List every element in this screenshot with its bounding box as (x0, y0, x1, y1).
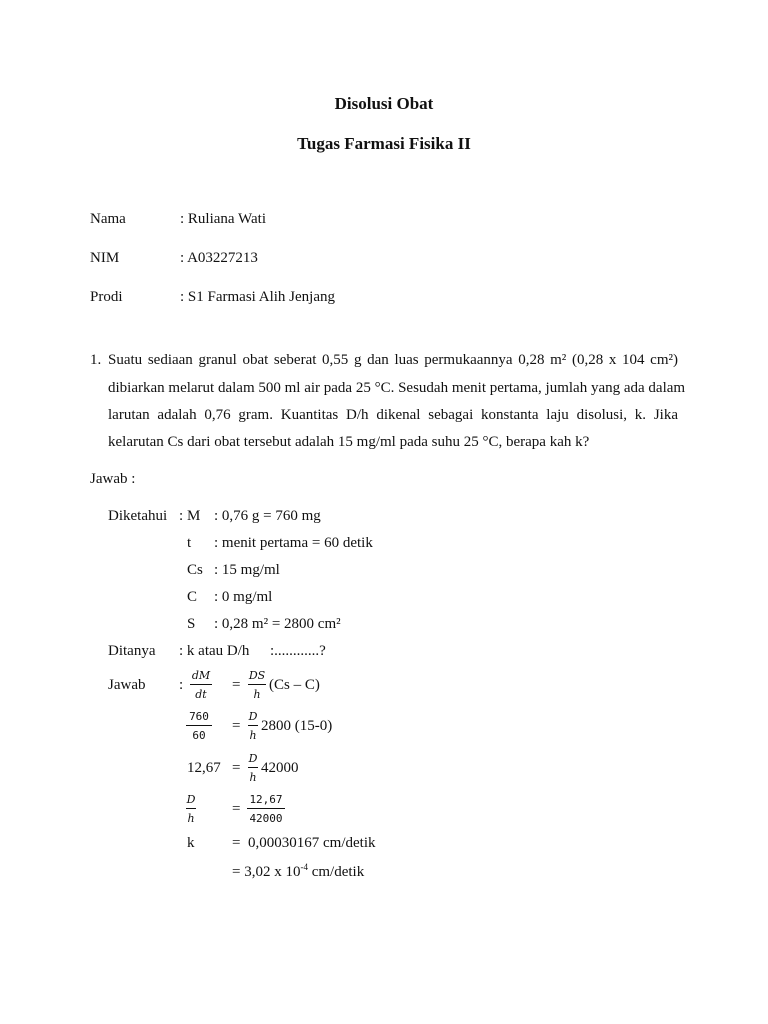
identity-value-nama: : Ruliana Wati (180, 211, 267, 227)
fraction-denominator: 42000 (249, 812, 283, 825)
fraction-numerator: D (248, 752, 258, 765)
equals-sign: = (232, 760, 241, 776)
known-value: : menit pertama = 60 detik (214, 535, 373, 551)
fraction-denominator: h (249, 729, 257, 742)
fraction-denominator: dt (195, 688, 207, 701)
known-symbol: Cs (187, 562, 203, 578)
result-value: 0,00030167 cm/detik (248, 835, 376, 851)
fraction-bar (248, 725, 258, 726)
identity-label-prodi: Prodi (90, 289, 123, 305)
fraction-denominator: 60 (192, 729, 206, 742)
equation-tail: (Cs – C) (269, 677, 320, 693)
question-line: kelarutan Cs dari obat tersebut adalah 15 mg/ml pada suhu 25 °C, berapa kah k? (108, 434, 590, 450)
known-symbol: t (187, 535, 192, 551)
fraction-d-h (248, 710, 258, 742)
known-value: : 0,28 m² = 2800 cm² (214, 616, 341, 632)
equals-sign: = (232, 718, 241, 734)
known-value: : 0,76 g = 760 mg (214, 508, 321, 524)
fraction-1267-42000 (247, 793, 285, 825)
question-line: dibiarkan melarut dalam 500 ml air pada 25 °C. Sesudah menit pertama, jumlah yang ada dalam (108, 380, 686, 396)
question-number: 1. (90, 352, 102, 368)
known-value: : 0 mg/ml (214, 589, 273, 605)
equation-tail: 2800 (15-0) (261, 718, 333, 734)
fraction-numerator: D (248, 710, 258, 723)
equation-left: k (187, 835, 195, 851)
fraction-d-h (248, 752, 258, 784)
ditanya-tail: :............? (270, 643, 326, 659)
fraction-denominator: h (187, 812, 195, 825)
equals-sign: = (232, 801, 241, 817)
fraction-760-60 (186, 710, 212, 742)
question-line: larutan adalah 0,76 gram. Kuantitas D/h dikenal sebagai konstanta laju disolusi, k. Jika (108, 407, 678, 423)
equals-sign: = (232, 835, 241, 851)
fraction-bar (248, 684, 266, 685)
fraction-bar (190, 684, 212, 685)
document-subtitle: Tugas Farmasi Fisika II (297, 134, 471, 153)
fraction-numerator: D (186, 793, 196, 806)
identity-label-nama: Nama (90, 211, 126, 227)
document-title: Disolusi Obat (334, 94, 434, 113)
equation-tail: 42000 (261, 760, 299, 776)
fraction-numerator: 760 (189, 710, 209, 723)
fraction-bar (248, 767, 258, 768)
diketahui-colon: : (179, 508, 184, 524)
jawab-colon: : (179, 677, 184, 693)
ditanya-value: : k atau D/h (179, 643, 250, 659)
ditanya-label: Ditanya (108, 643, 156, 659)
result-exponent: -4 (300, 862, 308, 872)
fraction-bar (186, 725, 212, 726)
fraction-bar (247, 808, 285, 809)
result-scientific (232, 862, 364, 881)
fraction-numerator: dM (191, 669, 211, 682)
diketahui-label: Diketahui (108, 508, 168, 524)
known-symbol: M (187, 508, 201, 524)
result-prefix: = 3,02 x 10 (232, 864, 301, 880)
fraction-numerator: DS (248, 669, 266, 682)
fraction-ds-h (248, 669, 266, 701)
result-suffix: cm/detik (307, 864, 365, 880)
equals-sign: = (232, 677, 241, 693)
fraction-denominator: h (253, 688, 261, 701)
identity-value-prodi: : S1 Farmasi Alih Jenjang (180, 289, 335, 305)
answer-label: Jawab : (90, 471, 136, 487)
known-symbol: S (187, 616, 196, 632)
fraction-dm-dt (190, 669, 212, 701)
fraction-bar (186, 808, 196, 809)
fraction-denominator: h (249, 771, 257, 784)
fraction-numerator: 12,67 (249, 793, 283, 806)
identity-label-nim: NIM (90, 250, 120, 266)
question-line: Suatu sediaan granul obat seberat 0,55 g dan luas permukaannya 0,28 m² (0,28 x 104 cm²) (108, 352, 678, 368)
identity-value-nim: : A03227213 (180, 250, 258, 266)
known-symbol: C (187, 589, 198, 605)
fraction-d-h (186, 793, 196, 825)
known-value: : 15 mg/ml (214, 562, 280, 578)
equation-left: 12,67 (187, 760, 221, 776)
jawab-label: Jawab (108, 677, 146, 693)
